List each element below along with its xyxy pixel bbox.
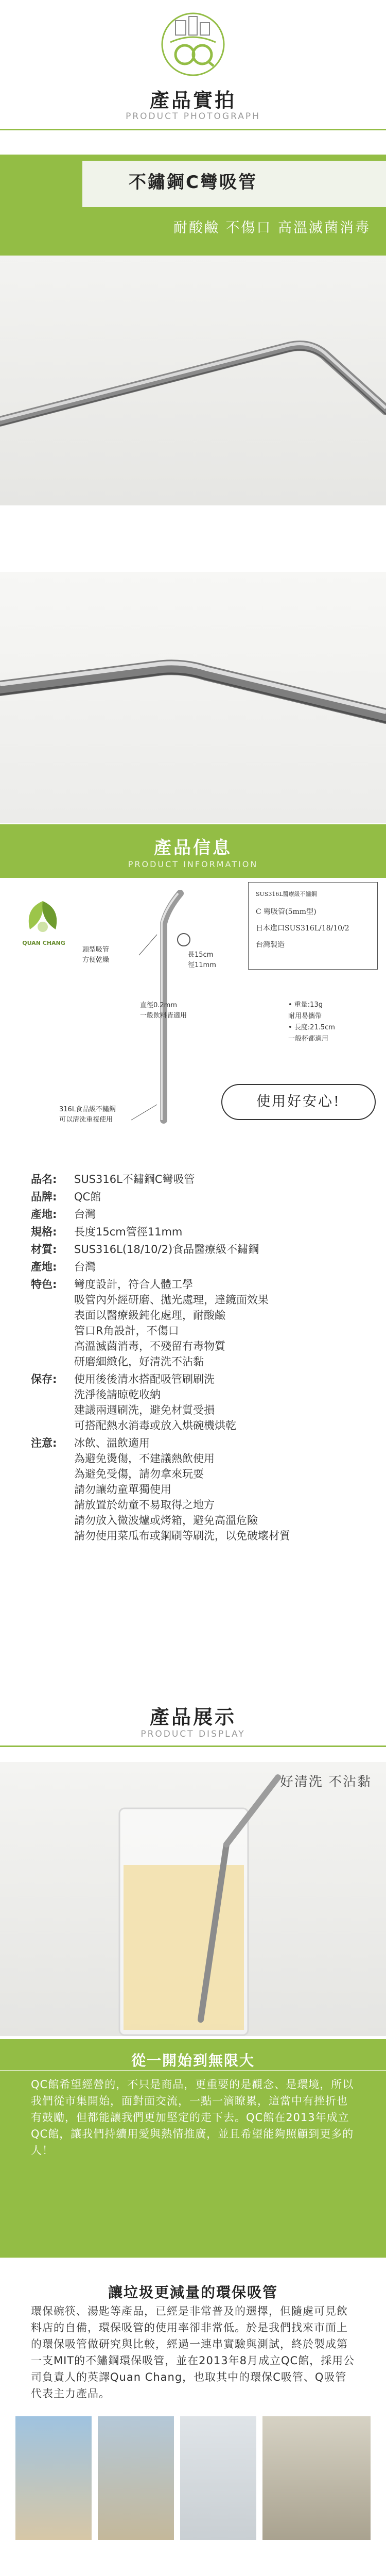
spec-value-line: 冰飲、溫飲適用 bbox=[74, 1437, 150, 1449]
straw-image bbox=[0, 256, 386, 505]
spec-row bbox=[31, 1242, 360, 1257]
story-photo bbox=[15, 2416, 92, 2540]
divider bbox=[0, 129, 386, 130]
spec-value-line: 吸管內外經研磨、拋光處理，達鏡面效果 bbox=[74, 1294, 269, 1306]
spec-value-line: 為避免受傷，請勿拿來玩耍 bbox=[74, 1468, 204, 1480]
spec-value bbox=[74, 1277, 360, 1369]
divider bbox=[0, 2070, 386, 2071]
spec-value-line: 為避免燙傷，不建議熱飲使用 bbox=[74, 1452, 215, 1465]
header-title: 產品實拍 bbox=[149, 89, 236, 112]
divider bbox=[0, 1745, 386, 1747]
label-line-3: 日本進口SUS316L/18/10/2 bbox=[256, 924, 349, 933]
speech-bubble: 使用好安心! bbox=[221, 1084, 376, 1120]
product-title: 不鏽鋼C彎吸管 bbox=[129, 172, 257, 193]
spec-value-line: 台灣 bbox=[74, 1208, 96, 1221]
story-photo bbox=[180, 2416, 256, 2540]
product-photo-2 bbox=[0, 572, 386, 823]
spec-value-line: 表面以醫療級鈍化處理，耐酸鹼 bbox=[74, 1309, 225, 1321]
spec-value-line: SUS316L不鏽鋼C彎吸管 bbox=[74, 1173, 195, 1185]
spec-value-line: 長度15cm管徑11mm bbox=[74, 1226, 183, 1238]
spec-value bbox=[74, 1172, 360, 1187]
label-line-1: SUS316L醫療級不鏽鋼 bbox=[256, 891, 317, 897]
note-head: 頭型吸管 方便乾燥 bbox=[82, 946, 110, 964]
story-photo bbox=[98, 2416, 174, 2540]
spec-value bbox=[74, 1371, 360, 1433]
label-line-4: 台灣製造 bbox=[256, 941, 285, 949]
spec-value bbox=[74, 1189, 360, 1205]
spec-key: 注意: bbox=[31, 1437, 57, 1449]
spec-row bbox=[31, 1277, 360, 1369]
note-length: 長15cm 徑11mm bbox=[188, 951, 216, 969]
spec-value-line: SUS316L(18/10/2)食品醫療級不鏽鋼 bbox=[74, 1243, 259, 1256]
story-2-title: 讓垃圾更減量的環保吸管 bbox=[108, 2284, 278, 2301]
spec-key: 特色: bbox=[31, 1278, 57, 1291]
spec-value-line: 洗淨後請晾乾收納 bbox=[74, 1388, 161, 1401]
spec-value-line: 使用後後清水搭配吸管刷刷洗 bbox=[74, 1373, 215, 1385]
spec-value bbox=[74, 1224, 360, 1240]
spec-value bbox=[74, 1207, 360, 1222]
spec-value-line: 可搭配熱水消毒或放入烘碗機烘乾 bbox=[74, 1419, 236, 1432]
spec-key: 產地: bbox=[31, 1261, 57, 1273]
spec-value-line: 管口R角設計，不傷口 bbox=[74, 1325, 179, 1337]
product-slogan: 耐酸鹼 不傷口 高溫滅菌消毒 bbox=[173, 220, 371, 236]
spec-key: 產地: bbox=[31, 1208, 57, 1221]
spec-row bbox=[31, 1435, 360, 1544]
spec-row bbox=[31, 1371, 360, 1433]
spec-value-line: 請勿讓幼童單獨使用 bbox=[74, 1483, 171, 1496]
spec-key: 保存: bbox=[31, 1373, 57, 1385]
display-caption: 好清洗 不沾黏 bbox=[279, 1774, 372, 1790]
spec-value-line: 請放置於幼童不易取得之地方 bbox=[74, 1499, 215, 1511]
spec-value-line: 研磨細緻化，好清洗不沾黏 bbox=[74, 1355, 204, 1368]
spec-value-line: 請勿使用菜瓜布或鋼刷等刷洗，以免破壞材質 bbox=[74, 1530, 290, 1542]
spec-extra-line: 一般杯都適用 bbox=[288, 1035, 329, 1043]
straw-closeup-image bbox=[0, 572, 386, 823]
spec-key: 規格: bbox=[31, 1226, 57, 1238]
spec-row bbox=[31, 1189, 360, 1205]
spec-value-line: 高溫滅菌消毒，不殘留有毒物質 bbox=[74, 1340, 225, 1352]
spec-row bbox=[31, 1259, 360, 1275]
spec-value-line: 請勿放入微波爐或烤箱，避免高溫危險 bbox=[74, 1514, 258, 1527]
story-2-text: 環保碗筷、湯匙等產品，已經是非常普及的選擇，但隨處可見飲料店的自備，環保吸管的使用率卻非常低。於是我們找來市面上的環保吸管做研究與比較，經過一連串實驗與測試，終於製成第一支MIT的不鏽鋼環保吸管，並在2013年8月成立QC館，採用公司負責人的英譯Quan Chang，也取其中的環保C吸管、Q吸管代表主力產品。 bbox=[31, 2305, 355, 2400]
header bbox=[0, 0, 386, 139]
spec-value bbox=[74, 1259, 360, 1275]
spec-value-line: 台灣 bbox=[74, 1261, 96, 1273]
spec-row bbox=[31, 1224, 360, 1240]
header-subtitle: PRODUCT PHOTOGRAPH bbox=[126, 111, 260, 122]
spec-extras bbox=[288, 999, 335, 1045]
spec-key: 品名: bbox=[31, 1173, 57, 1185]
story-1-text: QC館希望經營的，不只是商品，更重要的是觀念、是環境，所以我們從市集開始，面對面交流，一點一滴瞭累，這當中有挫折也有鼓勵，但都能讓我們更加堅定的走下去。QC館在2013年成立QC館，讓我們持續用愛與熱情推廣，並且希望能夠照顧到更多的人！ bbox=[31, 2078, 354, 2157]
info-title: 產品信息 bbox=[154, 838, 232, 858]
product-label-box bbox=[248, 882, 378, 970]
spec-key: 材質: bbox=[31, 1243, 57, 1256]
spec-extra-line: • 長度:21.5cm bbox=[288, 1024, 335, 1031]
display-title: 產品展示 bbox=[149, 1706, 236, 1728]
note-material: 316L食品級不鏽鋼 可以清洗重複使用 bbox=[59, 1106, 116, 1124]
spec-value bbox=[74, 1435, 360, 1544]
info-subtitle: PRODUCT INFORMATION bbox=[128, 859, 258, 869]
display-subtitle: PRODUCT DISPLAY bbox=[141, 1729, 245, 1739]
spec-value-line: 彎度設計，符合人體工學 bbox=[74, 1278, 193, 1291]
spec-value bbox=[74, 1242, 360, 1257]
qc-logo-icon bbox=[160, 11, 226, 77]
story-photo bbox=[262, 2416, 371, 2540]
product-diagram bbox=[0, 878, 386, 1159]
spec-value-line: QC館 bbox=[74, 1191, 101, 1203]
spec-row bbox=[31, 1172, 360, 1187]
spec-key: 品牌: bbox=[31, 1191, 57, 1203]
brand-logo-text: QUAN CHANG bbox=[22, 940, 65, 946]
spec-extra-line: • 重量:13g bbox=[288, 1001, 323, 1009]
spec-extra-line: 耐用易攜帶 bbox=[288, 1012, 322, 1020]
spec-table bbox=[31, 1172, 360, 1546]
display-photo bbox=[0, 1762, 386, 2036]
story-1-title: 從一開始到無限大 bbox=[131, 2052, 255, 2069]
spec-row bbox=[31, 1207, 360, 1222]
note-diameter: 直徑0.2mm 一般飲料皆適用 bbox=[140, 1002, 187, 1020]
spec-value-line: 建議兩週刷洗，避免材質受損 bbox=[74, 1404, 215, 1416]
label-line-2: C 彎吸管(5mm型) bbox=[256, 908, 317, 916]
product-photo-1 bbox=[0, 256, 386, 505]
glass-with-straw-image bbox=[0, 1762, 386, 2036]
